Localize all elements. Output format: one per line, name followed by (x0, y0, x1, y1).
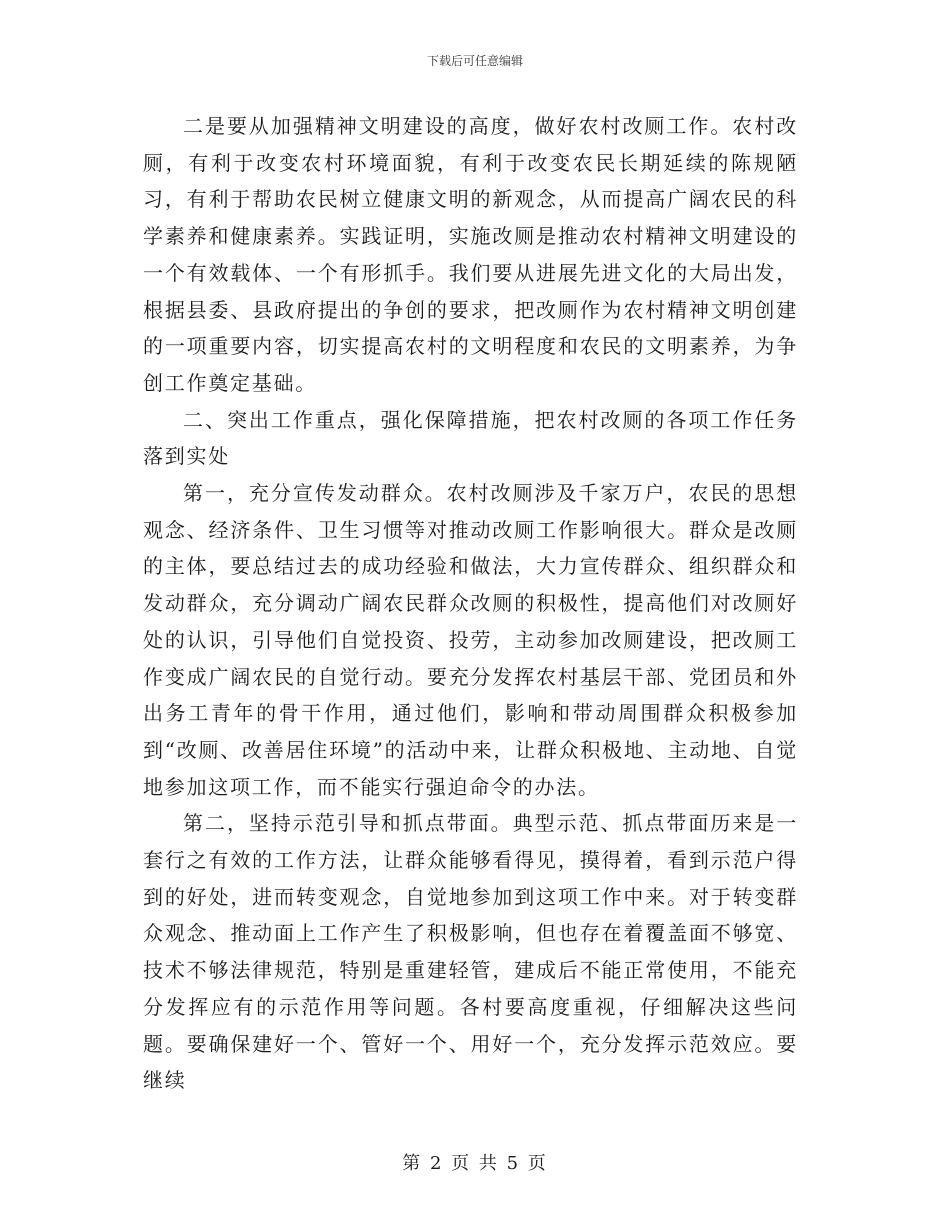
paragraph-demonstration-guidance: 第二，坚持示范引导和抓点带面。典型示范、抓点带面历来是一套行之有效的工作方法，让群众能够看得见，摸得着，看到示范户得到的好处，进而转变观念，自觉地参加到这项工作中来。对于转变群众观念、推动面上工作产生了积极影响，但也存在着覆盖面不够宽、技术不够法律规范，特别是重建轻管，建成后不能正常使用，不能充分发挥应有的示范作用等问题。各村要高度重视，仔细解决这些问题。要确保建好一个、管好一个、用好一个，充分发挥示范效应。要继续 (143, 811, 798, 1093)
page-number: 第 2 页 共 5 页 (402, 1153, 548, 1174)
paragraph-mobilize-masses: 第一，充分宣传发动群众。农村改厕涉及千家万户，农民的思想观念、经济条件、卫生习惯等对推动改厕工作影响很大。群众是改厕的主体，要总结过去的成功经验和做法，大力宣传群众、组织群众和发动群众，充分调动广阔农民群众改厕的积极性，提高他们对改厕好处的认识，引导他们自觉投资、投劳，主动参加改厕建设，把改厕工作变成广阔农民的自觉行动。要充分发挥农村基层干部、党团员和外出务工青年的骨干作用，通过他们，影响和带动周围群众积极参加到“改厕、改善居住环境”的活动中来，让群众积极地、主动地、自觉地参加这项工作，而不能实行强迫命令的办法。 (143, 481, 798, 799)
paragraph-spiritual-civilization: 二是要从加强精神文明建设的高度，做好农村改厕工作。农村改厕，有利于改变农村环境面貌，有利于改变农民长期延续的陈规陋习，有利于帮助农民树立健康文明的新观念，从而提高广阔农民的科学素养和健康素养。实践证明，实施改厕是推动农村精神文明建设的一个有效载体、一个有形抓手。我们要从进展先进文化的大局出发，根据县委、县政府提出的争创的要求，把改厕作为农村精神文明创建的一项重要内容，切实提高农村的文明程度和农民的文明素养，为争创工作奠定基础。 (143, 114, 798, 395)
page-header-note: 下载后可任意编辑 (426, 54, 523, 68)
section-heading-two: 二、突出工作重点，强化保障措施，把农村改厕的各项工作任务落到实处 (143, 407, 798, 469)
document-body (143, 108, 798, 1099)
